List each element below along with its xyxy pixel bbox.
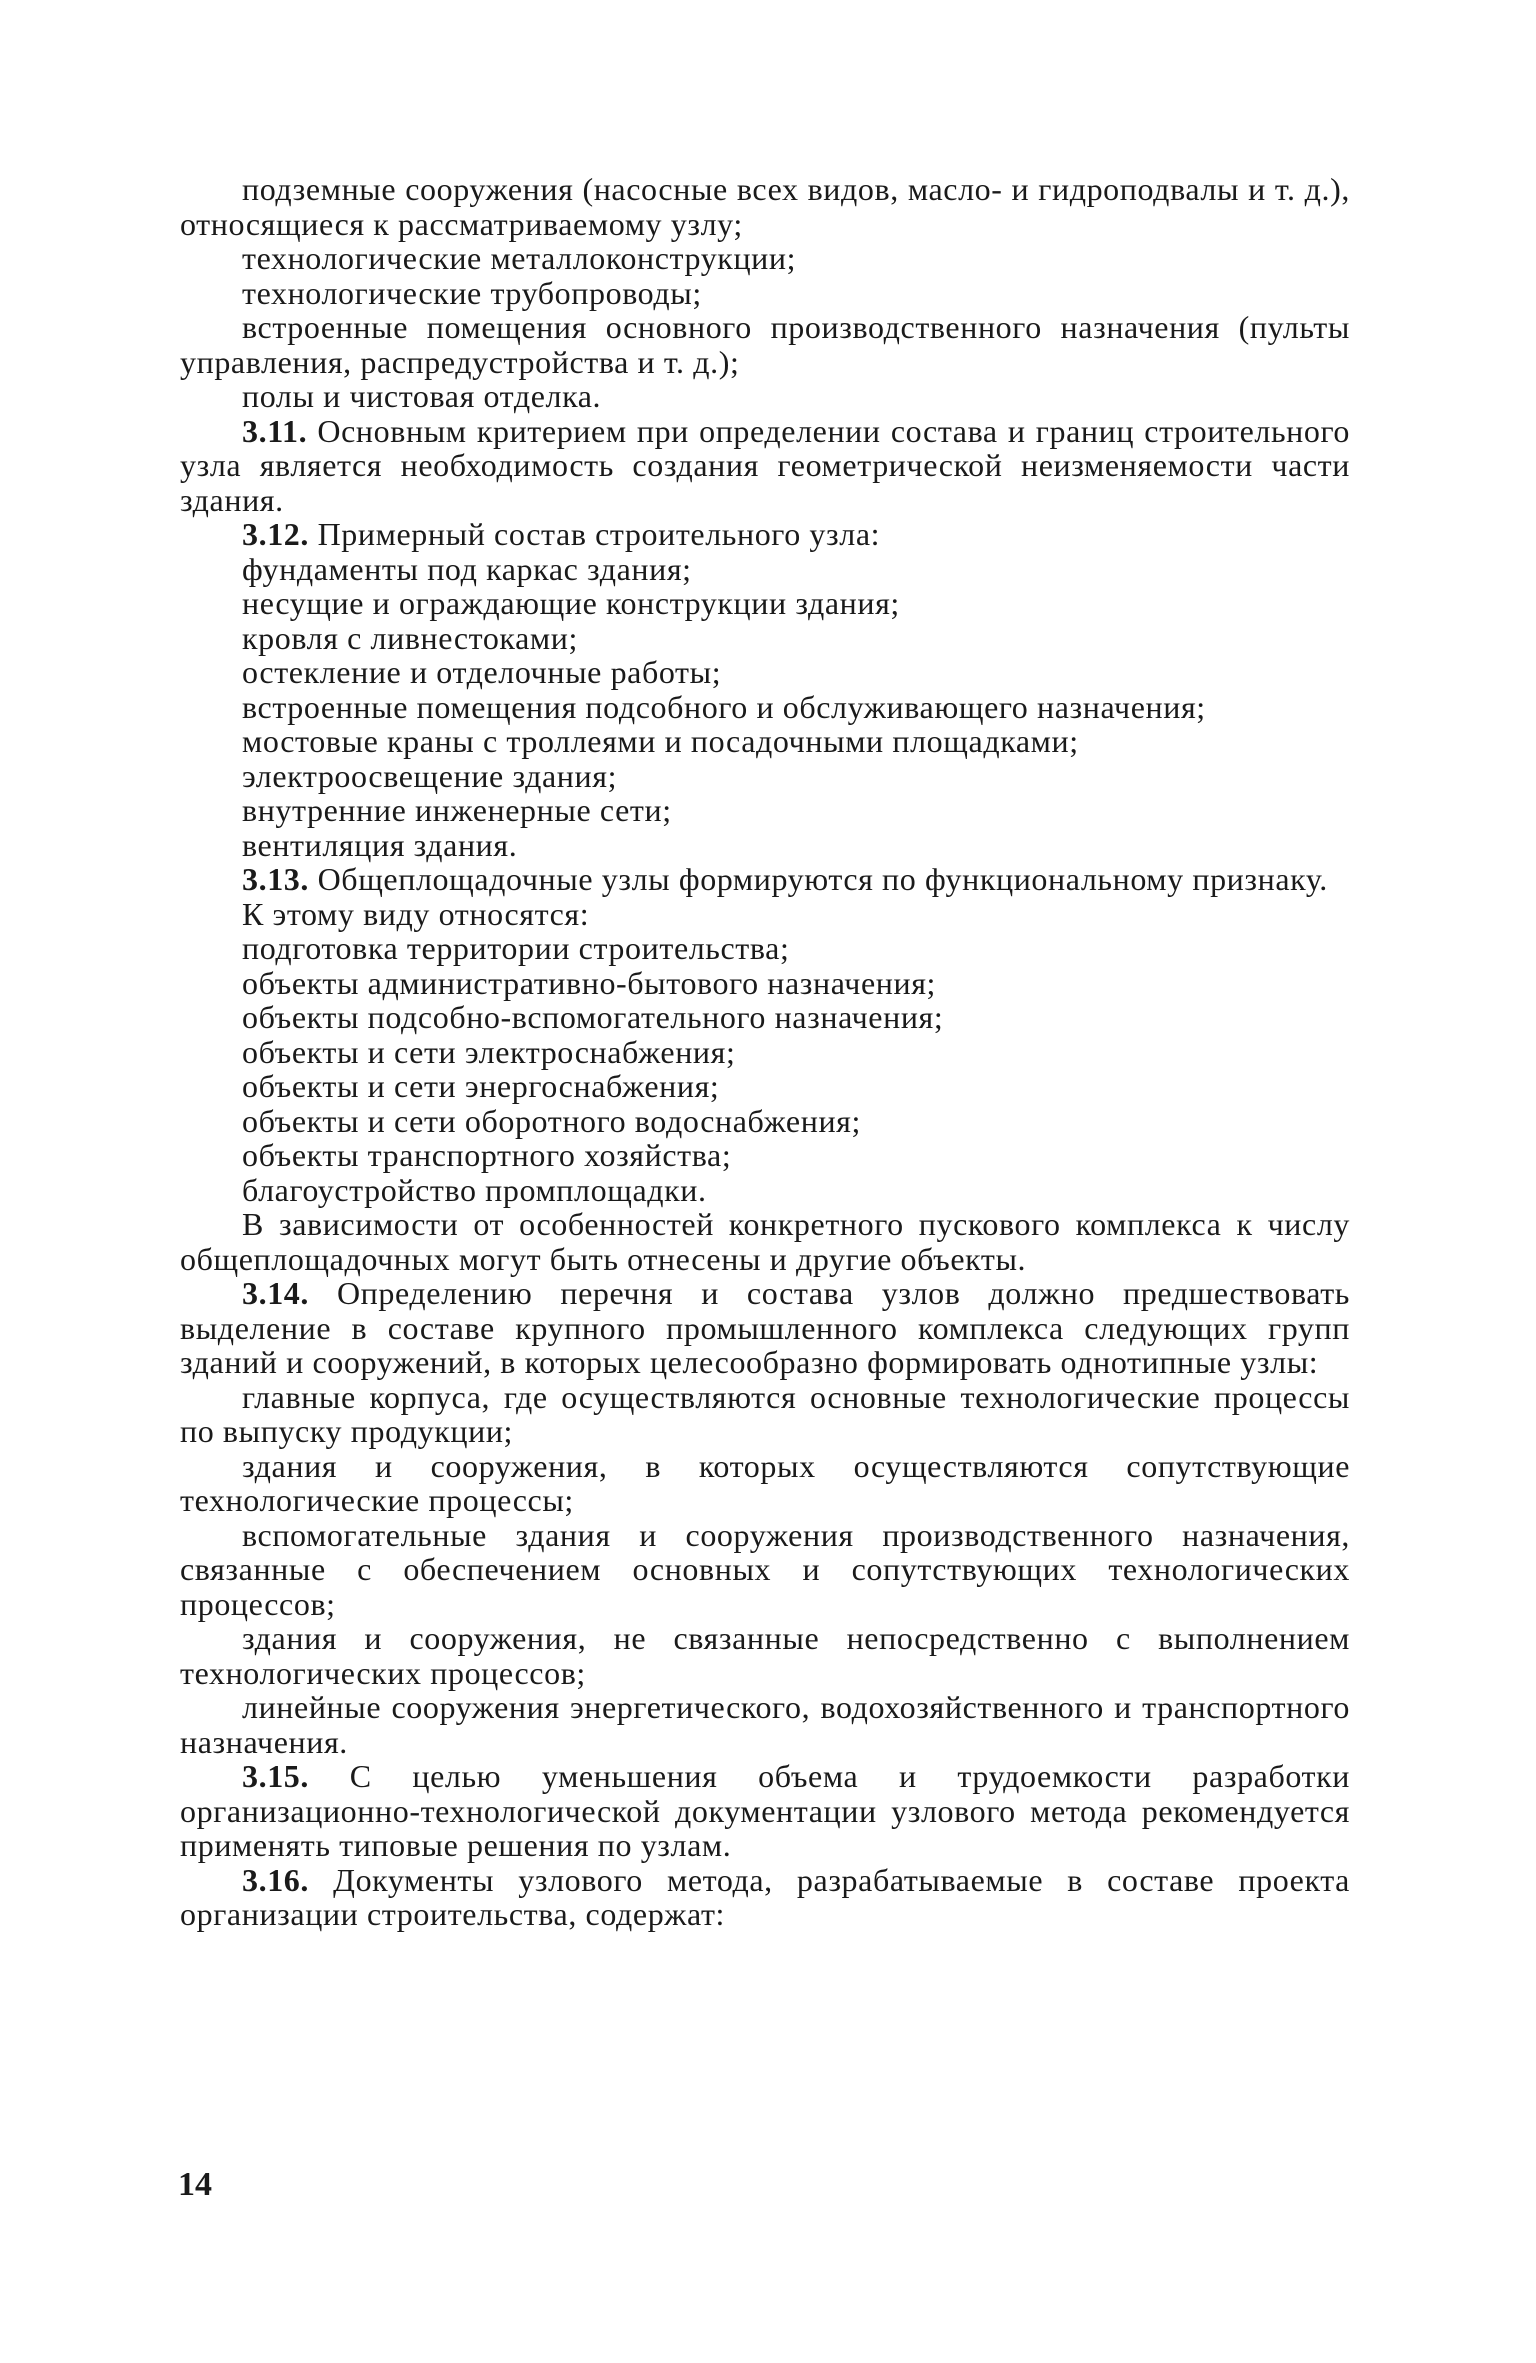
list-item: электроосвещение здания;: [242, 757, 618, 794]
section-number: 3.16.: [242, 1861, 309, 1898]
list-item: подготовка территории строительства;: [242, 930, 790, 966]
list-item: мостовые краны с троллеями и посадочными площадками;: [242, 723, 1079, 759]
list-item: линейные сооружения энергетического, водохозяйственного и транспортного назначения.: [180, 1689, 1350, 1760]
list-item: здания и сооружения, не связанные непосредственно с выполнением технологических процессов;: [180, 1620, 1350, 1691]
list-item: здания и сооружения, в которых осуществляются сопутствующие технологические процессы;: [180, 1447, 1350, 1518]
list-item: благоустройство промплощадки.: [242, 1171, 707, 1208]
list-item: вспомогательные здания и сооружения производственного назначения, связанные с обеспечением основных и сопутствующих технологических процессов;: [180, 1516, 1350, 1622]
list-item: объекты и сети оборотного водоснабжения;: [242, 1102, 861, 1139]
section-3-12: 3.12. Примерный состав строительного узла:: [242, 516, 881, 552]
list-item: главные корпуса, где осуществляются основные технологические процессы по выпуску продукции;: [180, 1378, 1350, 1449]
section-number: 3.11.: [242, 412, 308, 449]
list-item: несущие и ограждающие конструкции здания;: [242, 585, 900, 621]
list-item: внутренние инженерные сети;: [242, 792, 672, 828]
section-3-11: 3.11. Основным критерием при определении состава и границ строительного узла является необходимость создания геометрической неизменяемости части здания.: [180, 412, 1350, 518]
list-item: вентиляция здания.: [242, 826, 518, 863]
page-body: [180, 172, 1350, 1932]
paragraph-4: встроенные помещения основного производственного назначения (пульты управления, распредустройства и т. д.);: [180, 309, 1350, 380]
paragraph-2: технологические металлоконструкции;: [242, 240, 797, 276]
list-item: объекты административно-бытового назначения;: [242, 964, 937, 1001]
list-item: кровля с ливнестоками;: [242, 619, 578, 656]
paragraph-3: технологические трубопроводы;: [242, 274, 702, 311]
paragraph-dependency: В зависимости от особенностей конкретного пускового комплекса к числу общеплощадочных могут быть отнесены и другие объекты.: [180, 1206, 1350, 1277]
section-number: 3.13.: [242, 861, 309, 897]
section-3-13: 3.13. Общеплощадочные узлы формируются по функциональному признаку.: [242, 861, 1328, 897]
paragraph-1: подземные сооружения (насосные всех видов, масло- и гидроподвалы и т. д.), относящиеся к рассматриваемому узлу;: [180, 171, 1350, 242]
section-number: 3.15.: [242, 1758, 309, 1794]
section-3-16: 3.16. Документы узлового метода, разрабатываемые в составе проекта организации строительства, содержат:: [180, 1861, 1350, 1932]
list-item: встроенные помещения подсобного и обслуживающего назначения;: [242, 688, 1206, 725]
section-3-14: 3.14. Определению перечня и состава узлов должно предшествовать выделение в составе крупного промышленного комплекса следующих групп зданий и сооружений, в которых целесообразно формировать однотипные узлы:: [180, 1275, 1350, 1380]
list-item: фундаменты под каркас здания;: [242, 550, 692, 587]
section-number: 3.14.: [242, 1275, 309, 1311]
section-3-15: 3.15. С целью уменьшения объема и трудоемкости разработки организационно-технологической документации узлового метода рекомендуется применять типовые решения по узлам.: [180, 1758, 1350, 1863]
list-item: объекты и сети электроснабжения;: [242, 1033, 736, 1070]
page-number: 14: [178, 2166, 212, 2203]
paragraph-5: полы и чистовая отделка.: [242, 378, 602, 414]
list-item: объекты транспортного хозяйства;: [242, 1137, 732, 1173]
list-item: объекты подсобно-вспомогательного назначения;: [242, 999, 944, 1035]
list-item: объекты и сети энергоснабжения;: [242, 1068, 720, 1104]
section-number: 3.12.: [242, 516, 309, 552]
paragraph-intro: К этому виду относятся:: [242, 895, 590, 932]
list-item: остекление и отделочные работы;: [242, 654, 722, 690]
